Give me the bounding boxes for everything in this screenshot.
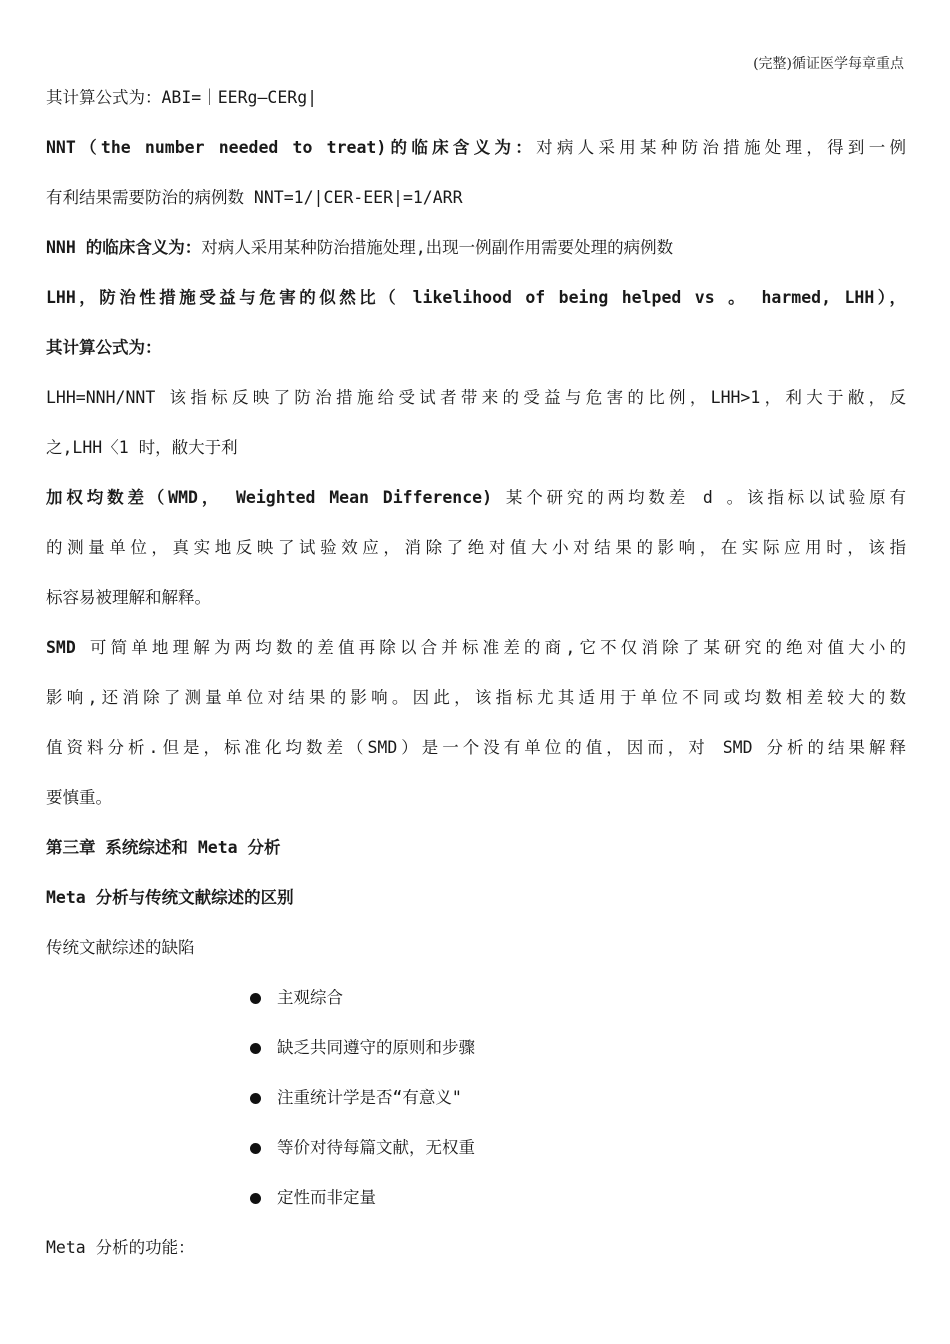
list-item-text: 定性而非定量: [277, 1188, 376, 1207]
document-body: [46, 82, 906, 1282]
line-text: 对病人采用某种防治措施处理，得到一例: [536, 138, 906, 157]
page-header: (完整)循证医学每章重点: [753, 56, 904, 72]
text-line: LHH，防治性措施受益与危害的似然比（ likelihood of being helped vs 。 harmed, LHH），: [46, 288, 906, 307]
bullet-dot-icon: [250, 1093, 261, 1104]
bullet-dot-icon: [250, 1193, 261, 1204]
bullet-dot-icon: [250, 1043, 261, 1054]
section-heading: Meta 分析与传统文献综述的区别: [46, 888, 294, 907]
text-line: [46, 132, 906, 182]
text-line: 有利结果需要防治的病例数 NNT=1/|CER-EER|=1/ARR: [46, 188, 463, 207]
text-line: [46, 232, 906, 282]
bullet-dot-icon: [250, 993, 261, 1004]
list-item: [46, 1032, 906, 1082]
line-text: 某个研究的两均数差 d 。该指标以试验原有: [492, 488, 906, 507]
bold-term: SMD: [46, 638, 76, 657]
bullet-list: [46, 982, 906, 1232]
text-line: 值资料分析.但是，标准化均数差（SMD）是一个没有单位的值，因而，对 SMD 分析的结果解释: [46, 738, 906, 757]
text-line: 其计算公式为：: [46, 338, 162, 357]
bold-term: NNH 的临床含义为：: [46, 238, 202, 257]
text-line: 之,LHH〈1 时，敝大于利: [46, 438, 238, 457]
bold-term: NNT（the number needed to treat)的临床含义为：: [46, 138, 537, 157]
chapter-heading: 第三章 系统综述和 Meta 分析: [46, 838, 281, 857]
text-line: 标容易被理解和解释。: [46, 588, 211, 607]
text-line: [46, 632, 906, 682]
line-text: 可简单地理解为两均数的差值再除以合并标准差的商,它不仅消除了某研究的绝对值大小的: [75, 638, 906, 657]
text-line: 影响,还消除了测量单位对结果的影响。因此，该指标尤其适用于单位不同或均数相差较大的数: [46, 688, 906, 707]
text-line: Meta 分析的功能：: [46, 1238, 195, 1257]
list-item: [46, 1182, 906, 1232]
text-line: 的测量单位，真实地反映了试验效应，消除了绝对值大小对结果的影响，在实际应用时，该指: [46, 538, 906, 557]
text-line: 要慎重。: [46, 788, 112, 807]
bullet-dot-icon: [250, 1143, 261, 1154]
list-item-text: 等价对待每篇文献，无权重: [277, 1138, 475, 1157]
bold-term: 加权均数差（WMD， Weighted Mean Difference): [46, 488, 493, 507]
text-line: 其计算公式为：ABI=｜EERg—CERg|: [46, 88, 318, 107]
text-line: LHH=NNH/NNT 该指标反映了防治措施给受试者带来的受益与危害的比例，LHH>1，利大于敝，反: [46, 388, 906, 407]
list-item: [46, 1132, 906, 1182]
text-line: 传统文献综述的缺陷: [46, 938, 195, 957]
line-text: 对病人采用某种防治措施处理,出现一例副作用需要处理的病例数: [201, 238, 674, 257]
list-item: [46, 982, 906, 1032]
text-line: [46, 482, 906, 532]
list-item-text: 主观综合: [277, 988, 343, 1007]
list-item-text: 缺乏共同遵守的原则和步骤: [277, 1038, 475, 1057]
list-item-text: 注重统计学是否“有意义": [277, 1088, 462, 1107]
list-item: [46, 1082, 906, 1132]
